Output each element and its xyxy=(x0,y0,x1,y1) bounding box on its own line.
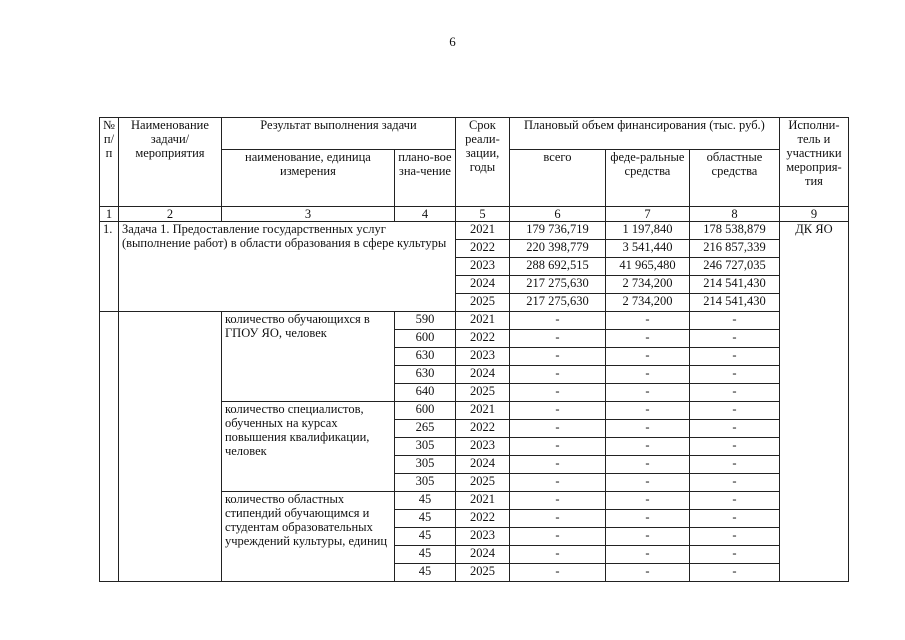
task-year: 2023 xyxy=(455,258,509,276)
indicator-year: 2025 xyxy=(455,474,509,492)
indicator-federal: - xyxy=(605,510,689,528)
indicator-plan: 305 xyxy=(394,456,455,474)
task-regional: 214 541,430 xyxy=(689,276,779,294)
indicator-empty-task xyxy=(118,312,221,582)
financing-table xyxy=(99,117,849,582)
task-year: 2022 xyxy=(455,240,509,258)
task-federal: 2 734,200 xyxy=(605,294,689,312)
page-number: 6 xyxy=(449,34,456,49)
task-row xyxy=(100,222,849,240)
column-number: 4 xyxy=(394,207,455,222)
indicator-plan: 265 xyxy=(394,420,455,438)
indicator-year: 2023 xyxy=(455,528,509,546)
indicator-year: 2025 xyxy=(455,564,509,582)
indicator-federal: - xyxy=(605,564,689,582)
indicator-name: количество областных стипендий обучающимся и студентам образовательных учреждений культуры, единиц xyxy=(221,492,394,582)
indicator-name: количество обучающихся в ГПОУ ЯО, человек xyxy=(221,312,394,402)
indicator-plan: 45 xyxy=(394,528,455,546)
indicator-year: 2024 xyxy=(455,546,509,564)
header-result-name: наименование, единица измерения xyxy=(221,150,394,207)
indicator-plan: 305 xyxy=(394,474,455,492)
indicator-regional: - xyxy=(689,438,779,456)
indicator-total: - xyxy=(509,474,605,492)
task-total: 179 736,719 xyxy=(509,222,605,240)
task-year: 2025 xyxy=(455,294,509,312)
indicator-year: 2021 xyxy=(455,402,509,420)
task-number: 1. xyxy=(100,222,119,312)
indicator-federal: - xyxy=(605,366,689,384)
indicator-total: - xyxy=(509,456,605,474)
indicator-total: - xyxy=(509,546,605,564)
task-title: Задача 1. Предоставление государственных услуг (выполнение работ) в области образования в сфере культуры xyxy=(118,222,455,312)
indicator-total: - xyxy=(509,510,605,528)
indicator-plan: 45 xyxy=(394,564,455,582)
indicator-total: - xyxy=(509,330,605,348)
indicator-federal: - xyxy=(605,474,689,492)
indicator-total: - xyxy=(509,366,605,384)
indicator-federal: - xyxy=(605,456,689,474)
task-federal: 1 197,840 xyxy=(605,222,689,240)
column-number: 6 xyxy=(509,207,605,222)
indicator-plan: 45 xyxy=(394,510,455,528)
header-federal: феде-ральные средства xyxy=(605,150,689,207)
task-federal: 3 541,440 xyxy=(605,240,689,258)
indicator-federal: - xyxy=(605,528,689,546)
indicator-year: 2022 xyxy=(455,420,509,438)
indicator-federal: - xyxy=(605,492,689,510)
header-regional: областные средства xyxy=(689,150,779,207)
task-total: 217 275,630 xyxy=(509,294,605,312)
indicator-regional: - xyxy=(689,348,779,366)
indicator-plan: 305 xyxy=(394,438,455,456)
column-number: 1 xyxy=(100,207,119,222)
indicator-federal: - xyxy=(605,546,689,564)
indicator-plan: 600 xyxy=(394,330,455,348)
indicator-year: 2022 xyxy=(455,510,509,528)
header-term: Срок реали-зации, годы xyxy=(455,118,509,207)
column-number: 8 xyxy=(689,207,779,222)
indicator-plan: 640 xyxy=(394,384,455,402)
indicator-regional: - xyxy=(689,546,779,564)
task-year: 2021 xyxy=(455,222,509,240)
indicator-year: 2023 xyxy=(455,438,509,456)
indicator-plan: 45 xyxy=(394,492,455,510)
indicator-federal: - xyxy=(605,348,689,366)
indicator-total: - xyxy=(509,528,605,546)
header-total: всего xyxy=(509,150,605,207)
column-number: 7 xyxy=(605,207,689,222)
indicator-total: - xyxy=(509,312,605,330)
header-result-plan: плано-вое зна-чение xyxy=(394,150,455,207)
indicator-total: - xyxy=(509,420,605,438)
column-number: 2 xyxy=(118,207,221,222)
indicator-year: 2025 xyxy=(455,384,509,402)
indicator-total: - xyxy=(509,348,605,366)
indicator-federal: - xyxy=(605,438,689,456)
indicator-regional: - xyxy=(689,402,779,420)
task-regional: 214 541,430 xyxy=(689,294,779,312)
indicator-total: - xyxy=(509,402,605,420)
indicator-year: 2021 xyxy=(455,492,509,510)
indicator-year: 2024 xyxy=(455,366,509,384)
indicator-plan: 45 xyxy=(394,546,455,564)
indicator-plan: 630 xyxy=(394,366,455,384)
indicator-plan: 590 xyxy=(394,312,455,330)
table-body xyxy=(100,118,849,582)
indicator-federal: - xyxy=(605,384,689,402)
column-number: 3 xyxy=(221,207,394,222)
indicator-federal: - xyxy=(605,312,689,330)
indicator-total: - xyxy=(509,564,605,582)
header-result: Результат выполнения задачи xyxy=(221,118,455,150)
column-number: 9 xyxy=(779,207,848,222)
indicator-regional: - xyxy=(689,312,779,330)
header-executor: Исполни-тель и участники мероприя-тия xyxy=(779,118,848,207)
indicator-year: 2022 xyxy=(455,330,509,348)
task-regional: 216 857,339 xyxy=(689,240,779,258)
indicator-total: - xyxy=(509,438,605,456)
indicator-year: 2024 xyxy=(455,456,509,474)
header-no: № п/п xyxy=(100,118,119,207)
task-executor: ДК ЯО xyxy=(779,222,848,582)
indicator-name: количество специалистов, обученных на курсах повышения квалификации, человек xyxy=(221,402,394,492)
indicator-regional: - xyxy=(689,528,779,546)
header-row-1 xyxy=(100,118,849,150)
task-federal: 2 734,200 xyxy=(605,276,689,294)
task-regional: 246 727,035 xyxy=(689,258,779,276)
header-finance: Плановый объем финансирования (тыс. руб.) xyxy=(509,118,779,150)
task-total: 217 275,630 xyxy=(509,276,605,294)
indicator-empty-no xyxy=(100,312,119,582)
indicator-regional: - xyxy=(689,492,779,510)
indicator-total: - xyxy=(509,492,605,510)
indicator-regional: - xyxy=(689,384,779,402)
indicator-year: 2023 xyxy=(455,348,509,366)
indicator-total: - xyxy=(509,384,605,402)
column-numbers-row xyxy=(100,207,849,222)
indicator-regional: - xyxy=(689,474,779,492)
indicator-regional: - xyxy=(689,510,779,528)
header-task: Наименование задачи/ мероприятия xyxy=(118,118,221,207)
indicator-federal: - xyxy=(605,330,689,348)
indicator-regional: - xyxy=(689,420,779,438)
indicator-regional: - xyxy=(689,366,779,384)
task-federal: 41 965,480 xyxy=(605,258,689,276)
indicator-plan: 600 xyxy=(394,402,455,420)
indicator-regional: - xyxy=(689,564,779,582)
indicator-regional: - xyxy=(689,330,779,348)
indicator-year: 2021 xyxy=(455,312,509,330)
indicator-regional: - xyxy=(689,456,779,474)
indicator-federal: - xyxy=(605,420,689,438)
task-regional: 178 538,879 xyxy=(689,222,779,240)
task-total: 288 692,515 xyxy=(509,258,605,276)
indicator-federal: - xyxy=(605,402,689,420)
indicator-plan: 630 xyxy=(394,348,455,366)
column-number: 5 xyxy=(455,207,509,222)
task-year: 2024 xyxy=(455,276,509,294)
task-total: 220 398,779 xyxy=(509,240,605,258)
indicator-row xyxy=(100,312,849,330)
